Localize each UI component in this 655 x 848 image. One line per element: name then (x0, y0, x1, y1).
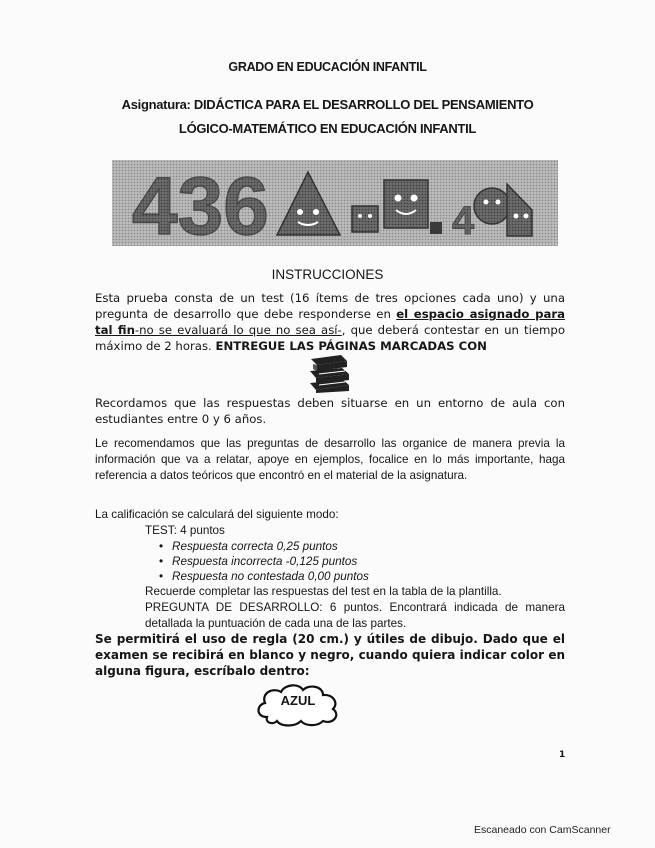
page-number: 1 (559, 750, 566, 760)
intro-bold-instruction: ENTREGUE LAS PÁGINAS MARCADAS CON (215, 339, 487, 353)
test-reminder: Recuerde completar las respuestas del test en la tabla de la plantilla. (145, 585, 502, 598)
list-item: • Respuesta no contestada 0,00 puntos (172, 569, 565, 584)
final-note: Se permitirá el uso de regla (20 cm.) y útiles de dibujo. Dado que el examen se recibirá en blanco y negro, cuando quiera indicar color en alguna figura, escríbalo dentro: (95, 632, 565, 678)
instructions-heading: INSTRUCCIONES (271, 267, 384, 282)
recommendation-paragraph: Le recomendamos que las preguntas de desarrollo las organice de manera previa la información que va a relatar, apoye en ejemplos, focalice en lo más importante, haga referencia a datos teóricos que encontró en el material de la asignatura. (95, 437, 565, 482)
intro-note: -no se evaluará lo que no sea así- (134, 323, 342, 337)
subject-title-line1: Asignatura: DIDÁCTICA PARA EL DESARROLLO DEL PENSAMIENTO (121, 97, 534, 112)
grading-section (95, 507, 565, 632)
intro-paragraph (95, 290, 565, 354)
banner-digit-four: 4 (452, 199, 475, 243)
intro-text-part1: Esta prueba consta de un test (16 ítems de tres opciones cada uno) y una pregunta de desarrollo que debe responderse en (95, 291, 565, 321)
list-item: • Respuesta incorrecta -0,125 puntos (172, 554, 565, 569)
cloud-label: AZUL (280, 693, 316, 708)
numbers-shapes-banner (112, 160, 558, 246)
scanner-footer: Escaneado con CamScanner (474, 824, 611, 836)
test-points: TEST: 4 puntos (145, 524, 225, 537)
degree-title: GRADO EN EDUCACIÓN INFANTIL (228, 60, 427, 74)
intro-emphasis: el espacio asignado para tal fin (95, 307, 565, 337)
context-paragraph: Recordamos que las respuestas deben situarse en un entorno de aula con estudiantes entre 0 y 6 años. (95, 396, 565, 426)
books-stack-icon (307, 353, 351, 393)
banner-digits: 436 (132, 161, 269, 246)
grading-list (95, 539, 565, 584)
list-item: • Respuesta correcta 0,25 puntos (172, 539, 565, 554)
development-question-points: PREGUNTA DE DESARROLLO: 6 puntos. Encontrará indicada de manera detallada la puntuación de cada una de las partes. (145, 601, 565, 630)
intro-text-part2: , que deberá contestar en un tiempo máximo de 2 horas. (95, 323, 565, 353)
grading-intro: La calificación se calculará del siguiente modo: (95, 508, 339, 521)
subject-title-line2: LÓGICO-MATEMÁTICO EN EDUCACIÓN INFANTIL (178, 121, 477, 136)
